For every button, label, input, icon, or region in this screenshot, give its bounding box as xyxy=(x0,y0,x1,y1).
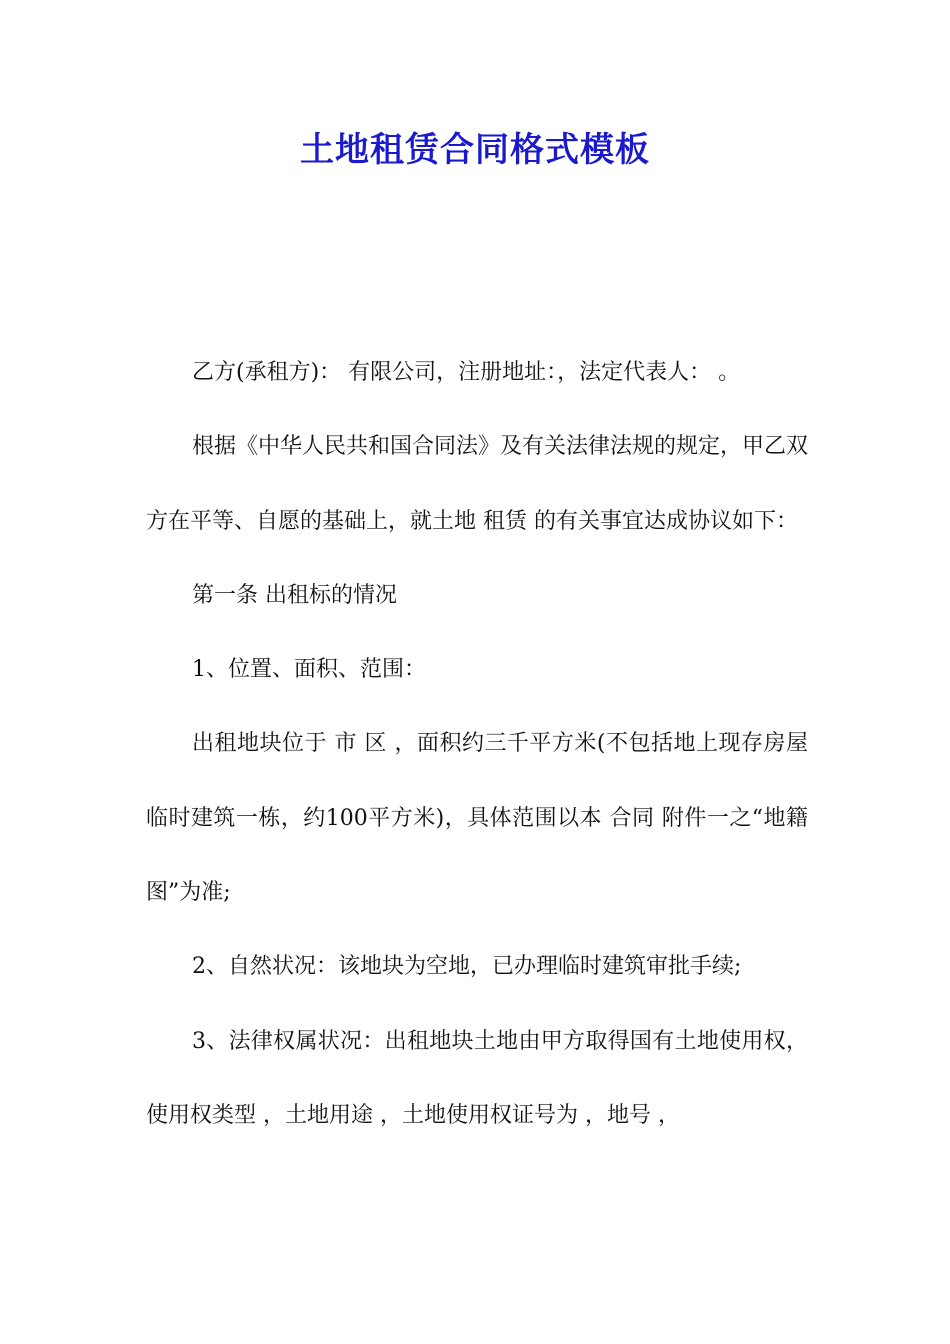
paragraph-location-detail: 出租地块位于 市 区 ，面积约三千平方米(不包括地上现存房屋临时建筑一栋，约100平方米)，具体范围以本 合同 附件一之“地籍图”为准; xyxy=(146,731,808,906)
document-body xyxy=(146,336,808,1153)
paragraph-legal-status: 3、法律权属状况：出租地块土地由甲方取得国有土地使用权，使用权类型 ，土地用途 ，土地使用权证号为 ，地号 ， xyxy=(146,1028,808,1128)
paragraph-location-heading: 1、位置、面积、范围： xyxy=(192,657,426,683)
document-title: 土地租赁合同格式模板 xyxy=(300,130,650,170)
paragraph-party-b: 乙方(承租方)： 有限公司，注册地址：，法定代表人： 。 xyxy=(192,360,741,385)
paragraph-article-1-heading: 第一条 出租标的情况 xyxy=(192,582,397,608)
paragraph-basis: 根据《中华人民共和国合同法》及有关法律法规的规定，甲乙双方在平等、自愿的基础上，就土地 租赁 的有关事宜达成协议如下： xyxy=(146,434,809,534)
paragraph-natural-status: 2、自然状况：该地块为空地，已办理临时建筑审批手续; xyxy=(192,954,742,980)
